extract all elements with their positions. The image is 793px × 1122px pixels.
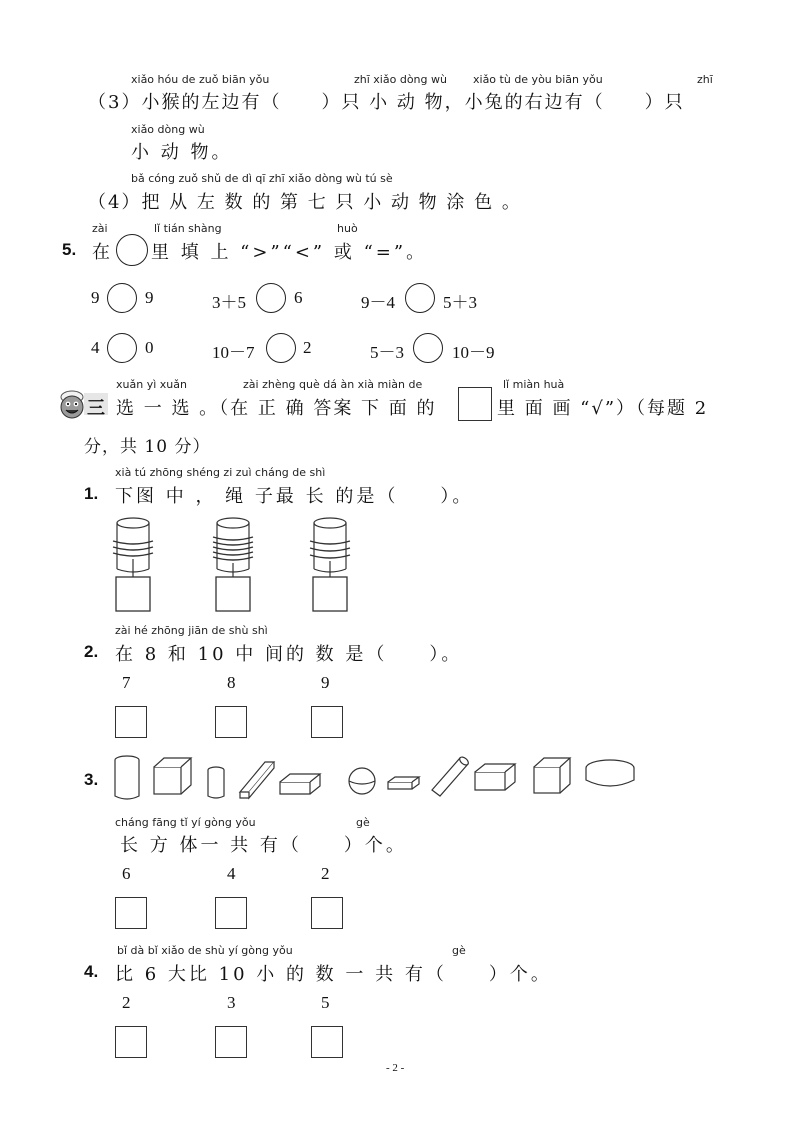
- answer-box[interactable]: [215, 706, 247, 738]
- question-number: 4.: [84, 962, 99, 981]
- question-number: 5.: [62, 240, 77, 259]
- rope-cylinder-figure-c: [307, 517, 353, 617]
- pinyin: zài zhèng què dá àn xià miàn de: [243, 378, 423, 391]
- question-number: 1.: [84, 484, 99, 503]
- expression-right: 9: [145, 288, 154, 307]
- section-title: 分，共 10 分）: [84, 437, 211, 457]
- expression-right: 0: [145, 338, 154, 357]
- compare-circle[interactable]: [256, 283, 286, 313]
- section-heading: 三: [87, 398, 105, 419]
- page-number: - 2 -: [386, 1062, 405, 1074]
- option-label: 6: [122, 864, 131, 883]
- compare-circle[interactable]: [107, 333, 137, 363]
- question-number: 2.: [84, 642, 99, 661]
- question-text: 小 动 物。: [131, 142, 233, 163]
- option-label: 2: [321, 864, 330, 883]
- pinyin: zài hé zhōng jiān de shù shì: [115, 624, 268, 637]
- answer-box[interactable]: [215, 1026, 247, 1058]
- expression-left: 3＋5: [212, 293, 246, 312]
- expression-right: 5＋3: [443, 293, 477, 312]
- pinyin: xiǎo hóu de zuǒ biān yǒu: [131, 73, 270, 86]
- pinyin: bǎ cóng zuǒ shǔ de dì qī zhī xiǎo dòng wù tú sè: [131, 172, 393, 185]
- pinyin: lǐ miàn huà: [503, 378, 565, 391]
- question-text: 长 方 体一 共 有（ ）个。: [120, 835, 407, 856]
- expression-left: 9: [91, 288, 100, 307]
- expression-right: 2: [303, 338, 312, 357]
- pinyin: xiǎo dòng wù: [131, 123, 205, 136]
- pinyin: bǐ dà bǐ xiǎo de shù yí gòng yǒu: [117, 944, 293, 957]
- pinyin: gè: [356, 816, 370, 829]
- option-label: 8: [227, 673, 236, 692]
- rope-cylinder-figure-a: [110, 517, 156, 617]
- question-text: 下图 中 ， 绳 子最 长 的是（ ）。: [115, 486, 474, 507]
- pinyin: cháng fāng tǐ yí gòng yǒu: [115, 816, 256, 829]
- answer-box[interactable]: [311, 1026, 343, 1058]
- expression-left: 9－4: [361, 293, 395, 312]
- question-text: 里 填 上 “>”“<” 或 “=”。: [151, 242, 428, 263]
- section-title: 里 面 画 “√”）（每题 2: [497, 398, 709, 419]
- option-label: 2: [122, 993, 131, 1012]
- solid-shapes-row: [112, 752, 642, 804]
- question-text: 在: [92, 242, 113, 263]
- answer-circle-sample: [116, 234, 148, 266]
- question-text: （4）把 从 左 数 的 第 七 只 小 动 物 涂 色 。: [88, 192, 522, 213]
- question-number: 3.: [84, 770, 99, 789]
- pinyin: huò: [337, 222, 358, 235]
- pinyin: gè: [452, 944, 466, 957]
- question-text: （3）小猴的左边有（ ）只 小 动 物，小兔的右边有（ ）只: [88, 92, 685, 113]
- pinyin: xià tú zhōng shéng zi zuì cháng de shì: [115, 466, 326, 479]
- pinyin: xiǎo tù de yòu biān yǒu: [473, 73, 603, 86]
- answer-box[interactable]: [311, 706, 343, 738]
- question-text: 比 6 大比 10 小 的 数 一 共 有（ ）个。: [115, 964, 552, 985]
- answer-box-sample: [458, 387, 492, 421]
- option-label: 5: [321, 993, 330, 1012]
- option-label: 7: [122, 673, 131, 692]
- answer-box[interactable]: [311, 897, 343, 929]
- section-title: 选 一 选 。（在 正 确 答案 下 面 的: [116, 398, 437, 419]
- compare-circle[interactable]: [107, 283, 137, 313]
- expression-left: 5－3: [370, 343, 404, 362]
- compare-circle[interactable]: [413, 333, 443, 363]
- pinyin: xuǎn yì xuǎn: [116, 378, 187, 391]
- option-label: 4: [227, 864, 236, 883]
- expression-left: 10－7: [212, 343, 255, 362]
- answer-box[interactable]: [115, 706, 147, 738]
- expression-left: 4: [91, 338, 100, 357]
- compare-circle[interactable]: [405, 283, 435, 313]
- pinyin: zhī: [697, 73, 713, 86]
- compare-circle[interactable]: [266, 333, 296, 363]
- pinyin: lǐ tián shàng: [154, 222, 222, 235]
- option-label: 9: [321, 673, 330, 692]
- expression-right: 6: [294, 288, 303, 307]
- pinyin: zhī xiǎo dòng wù: [354, 73, 447, 86]
- answer-box[interactable]: [115, 1026, 147, 1058]
- answer-box[interactable]: [215, 897, 247, 929]
- pinyin: zài: [92, 222, 108, 235]
- rope-cylinder-figure-b: [210, 517, 256, 617]
- question-text: 在 8 和 10 中 间的 数 是（ ）。: [115, 644, 463, 665]
- answer-box[interactable]: [115, 897, 147, 929]
- expression-right: 10－9: [452, 343, 495, 362]
- option-label: 3: [227, 993, 236, 1012]
